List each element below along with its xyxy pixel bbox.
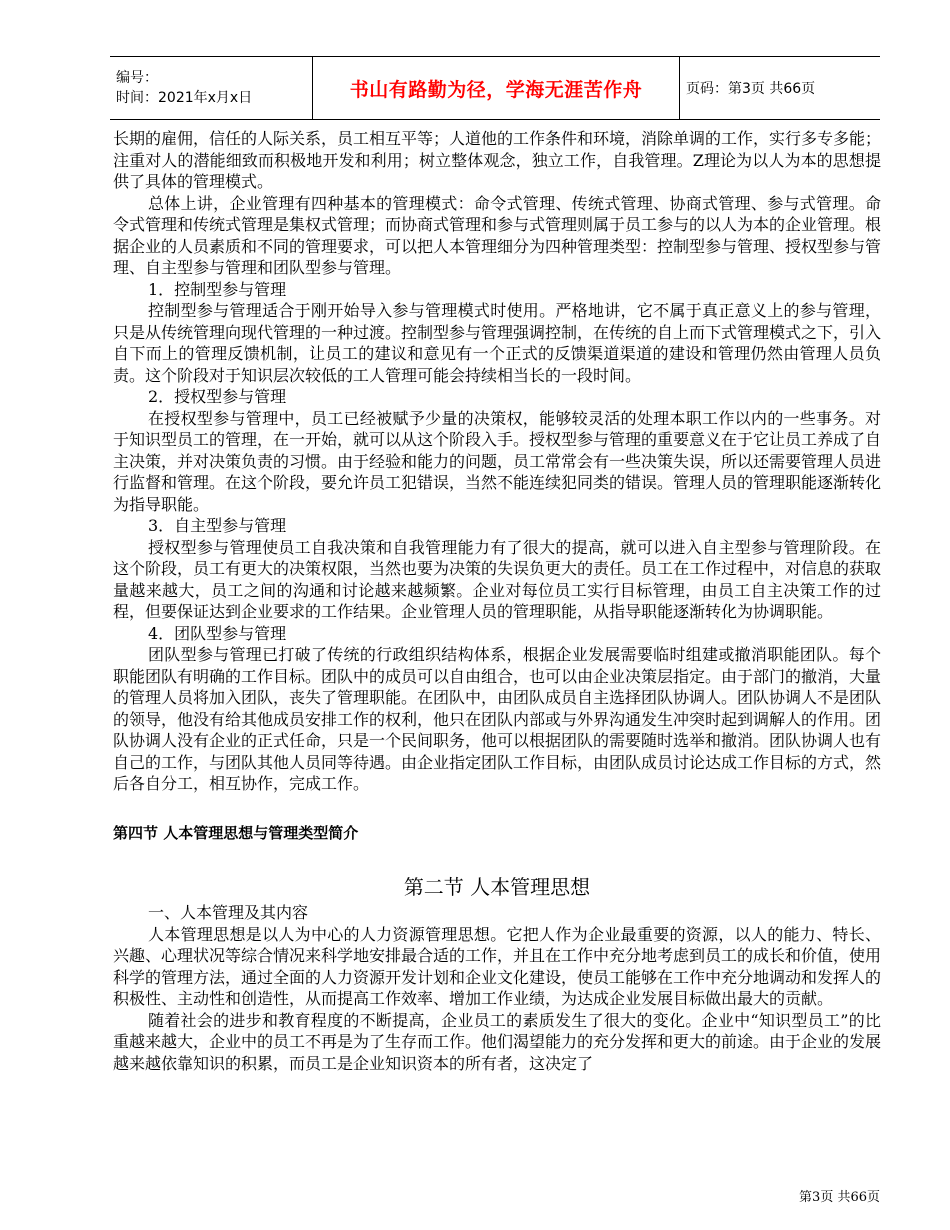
section-heading-bold: 第四节 人本管理思想与管理类型简介 bbox=[113, 823, 359, 842]
paragraph: 控制型参与管理适合于刚开始导入参与管理模式时使用。严格地讲，它不属于真正意义上的参与管理，只是从传统管理向现代管理的一种过渡。控制型参与管理强调控制，在传统的自上而下式管理模式之下，引入自下而上的管理反馈机制，让员工的建议和意见有一个正式的反馈渠道渠道的建设和管理仍然由管理人员负责。这个阶段对于知识层次较低的工人管理可能会持续相当长的一段时间。 bbox=[113, 301, 882, 385]
subheading: 4．团队型参与管理 bbox=[148, 623, 287, 643]
header-page-cell bbox=[680, 57, 880, 119]
subheading: 1．控制型参与管理 bbox=[148, 279, 287, 299]
subheading: 一、人本管理及其内容 bbox=[148, 903, 309, 922]
paragraph: 长期的雇佣，信任的人际关系，员工相互平等；人道他的工作条件和环境，消除单调的工作，实行多专多能；注重对人的潜能细致而积极地开发和利用；树立整体观念，独立工作，自我管理。Z理论为以人为本的思想提供了具体的管理模式。 bbox=[113, 129, 882, 191]
paragraph: 在授权型参与管理中，员工已经被赋予少量的决策权，能够较灵活的处理本职工作以内的一些事务。对于知识型员工的管理，在一开始，就可以从这个阶段入手。授权型参与管理的重要意义在于它让员工养成了自主决策，并对决策负责的习惯。由于经验和能力的问题，员工常常会有一些决策失误，所以还需要管理人员进行监督和管理。在这个阶段，要允许员工犯错误，当然不能连续犯同类的错误。管理人员的管理职能逐渐转化为指导职能。 bbox=[113, 408, 882, 514]
page-number-label: 页码：第3页 共66页 bbox=[686, 81, 816, 97]
paragraph: 团队型参与管理已打破了传统的行政组织结构体系，根据企业发展需要临时组建或撤消职能团队。每个职能团队有明确的工作目标。团队中的成员可以自由组合，也可以由企业决策层指定。由于部门的撤消，大量的管理人员将加入团队，丧失了管理职能。在团队中，由团队成员自主选择团队协调人。团队协调人不是团队的领导，他没有给其他成员安排工作的权利，他只在团队内部或与外界沟通发生冲突时起到调解人的作用。团队协调人没有企业的正式任命，只是一个民间职务，他可以根据团队的需要随时选举和撤消。团队协调人也有自己的工作，与团队其他人员同等待遇。由企业指定团队工作目标，由团队成员讨论达成工作目标的方式，然后各自分工，相互协作，完成工作。 bbox=[113, 645, 882, 793]
time-label: 时间：2021年x月x日 bbox=[116, 90, 253, 106]
page-footer: 第3页 共66页 bbox=[799, 1190, 880, 1205]
paragraph: 人本管理思想是以人为中心的人力资源管理思想。它把人作为企业最重要的资源，以人的能力、特长、兴趣、心理状况等综合情况来科学地安排最合适的工作，并且在工作中充分地考虑到员工的成长和价值，使用科学的管理方法，通过全面的人力资源开发计划和企业文化建设，使员工能够在工作中充分地调动和发挥人的积极性、主动性和创造性，从而提高工作效率、增加工作业绩，为达成企业发展目标做出最大的贡献。 bbox=[113, 924, 882, 1008]
document-header bbox=[110, 56, 880, 120]
document-body bbox=[113, 128, 881, 1074]
subheading: 2．授权型参与管理 bbox=[148, 387, 287, 406]
header-meta bbox=[110, 57, 312, 119]
subheading: 3．自主型参与管理 bbox=[148, 516, 287, 535]
number-label: 编号： bbox=[116, 70, 158, 86]
motto-text: 书山有路勤为径，学海无涯苦作舟 bbox=[349, 78, 643, 101]
paragraph: 随着社会的进步和教育程度的不断提高，企业员工的素质发生了很大的变化。企业中“知识型员工”的比重越来越大，企业中的员工不再是为了生存而工作。他们渴望能力的充分发挥和更大的前途。由于企业的发展越来越依靠知识的积累，而员工是企业知识资本的所有者，这决定了 bbox=[113, 1010, 882, 1073]
section-title: 第二节 人本管理思想 bbox=[403, 875, 591, 899]
paragraph: 总体上讲，企业管理有四种基本的管理模式：命令式管理、传统式管理、协商式管理、参与式管理。命令式管理和传统式管理是集权式管理；而协商式管理和参与式管理则属于员工参与的以人为本的企业管理。根据企业的人员素质和不同的管理要求，可以把人本管理细分为四种管理类型：控制型参与管理、授权型参与管理、自主型参与管理和团队型参与管理。 bbox=[113, 193, 882, 277]
header-motto-cell bbox=[312, 57, 680, 119]
paragraph: 授权型参与管理使员工自我决策和自我管理能力有了很大的提高，就可以进入自主型参与管理阶段。在这个阶段，员工有更大的决策权限，当然也要为决策的失误负更大的责任。员工在工作过程中，对信息的获取量越来越大，员工之间的沟通和讨论越来越频繁。企业对每位员工实行目标管理，由员工自主决策工作的过程，但要保证达到企业要求的工作结果。企业管理人员的管理职能，从指导职能逐渐转化为协调职能。 bbox=[113, 537, 882, 621]
